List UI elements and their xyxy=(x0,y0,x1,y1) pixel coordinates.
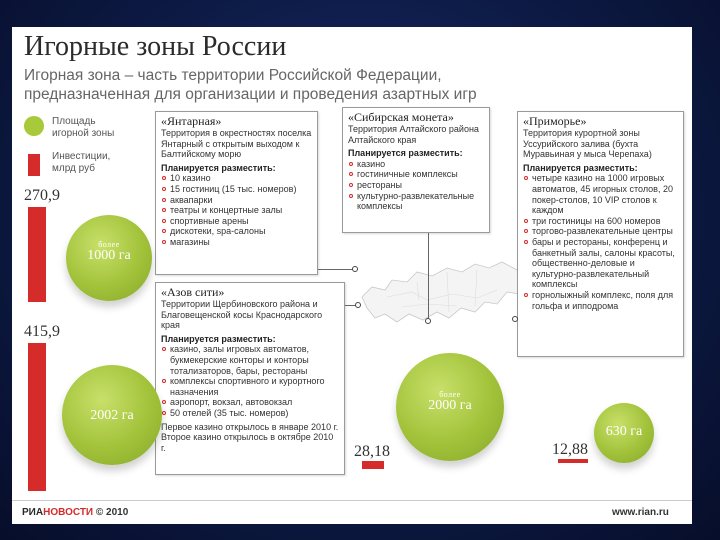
area-circle-azov-city xyxy=(62,365,162,465)
legend-area-swatch xyxy=(24,116,44,136)
zone-description: Территория в окрестностях поселка Янтарный с открытым выходом к Балтийскому морю xyxy=(161,128,312,160)
zone-card-primorye xyxy=(517,111,684,357)
area-value: 2000 га xyxy=(428,398,472,414)
list-item: рестораны xyxy=(348,180,484,191)
russia-map-icon xyxy=(357,242,532,332)
list-item: театры и концертные залы xyxy=(161,205,312,216)
zone-note: Второе казино открылось в октябре 2010 г. xyxy=(161,432,334,453)
map-pin-icon xyxy=(512,316,518,322)
zone-description: Территория курортной зоны Уссурийского залива (бухта Муравьиная у мыса Черепаха) xyxy=(523,128,652,160)
list-item: 10 казино xyxy=(161,173,312,184)
area-circle-primorye xyxy=(594,403,654,463)
zone-card-yantarnaya xyxy=(155,111,318,275)
list-item: магазины xyxy=(161,237,312,248)
investment-value-sibirskaya-moneta: 28,18 xyxy=(354,443,390,460)
zone-note: Первое казино открылось в январе 2010 г. xyxy=(161,421,339,432)
page-title: Игорные зоны России xyxy=(24,31,287,62)
legend-area-label: Площадь игорной зоны xyxy=(52,116,115,139)
zone-description: Территория Алтайского района Алтайского края xyxy=(348,124,479,145)
copyright: © 2010 xyxy=(95,507,129,518)
map-pin-icon xyxy=(352,266,358,272)
list-item: спортивные арены xyxy=(161,216,312,227)
plan-header: Планируется разместить: xyxy=(348,148,463,159)
zone-name: «Сибирская монета» xyxy=(348,110,454,124)
list-item: 50 отелей (35 тыс. номеров) xyxy=(161,408,339,419)
investment-bar-sibirskaya-moneta xyxy=(362,461,384,469)
zone-name: «Приморье» xyxy=(523,114,587,128)
investment-value-yantarnaya: 270,9 xyxy=(24,187,60,204)
list-item: культурно-развлекательные комплексы xyxy=(348,191,484,212)
area-value: 630 га xyxy=(605,424,643,439)
list-item: комплексы спортивного и курортного назначения xyxy=(161,376,339,397)
zone-description: Территории Щербиновского района и Благовещенской косы Краснодарского края xyxy=(161,299,323,331)
investment-value-primorye: 12,88 xyxy=(552,441,588,458)
ria-novosti-logo xyxy=(22,507,128,518)
connector-line xyxy=(318,269,355,270)
map-pin-icon xyxy=(355,302,361,308)
list-item: аквапарки xyxy=(161,195,312,206)
subtitle-line-1: Игорная зона – часть территории Российской Федерации, xyxy=(24,67,442,84)
list-item: четыре казино на 1000 игровых автоматов, 45 игорных столов, 20 покер-столов, 10 VIP столов к каждом xyxy=(523,173,678,215)
plan-header: Планируется разместить: xyxy=(523,162,638,173)
investment-value-azov-city: 415,9 xyxy=(24,323,60,340)
investment-bar-yantarnaya xyxy=(28,207,46,302)
list-item: дискотеки, spa-салоны xyxy=(161,226,312,237)
list-item: казино, залы игровых автоматов, букмекерские конторы и конторы тотализаторов, бары, рестораны xyxy=(161,344,339,376)
zone-name: «Азов сити» xyxy=(161,285,225,299)
plan-header: Планируется разместить: xyxy=(161,162,276,173)
logo-news: НОВОСТИ xyxy=(43,507,94,518)
plan-header: Планируется разместить: xyxy=(161,333,276,344)
connector-line xyxy=(428,233,429,321)
legend-investment-label: Инвестиции, млрд руб xyxy=(52,151,111,174)
area-prefix: более xyxy=(98,240,120,249)
list-item: торгово-развлекательные центры xyxy=(523,226,678,237)
area-value: 1000 га xyxy=(87,248,131,264)
list-item: бары и рестораны, конференц и банкетный залы, салоны красоты, общественно-деловые и культурно-развлекательный комплексы xyxy=(523,237,678,290)
list-item: 15 гостиниц (15 тыс. номеров) xyxy=(161,184,312,195)
zone-card-sibirskaya-moneta xyxy=(342,107,490,233)
list-item: три гостиницы на 600 номеров xyxy=(523,216,678,227)
footer-divider xyxy=(12,500,692,501)
zone-card-azov-city xyxy=(155,282,345,475)
map-pin-icon xyxy=(425,318,431,324)
infographic-panel xyxy=(12,27,692,524)
logo-ria: РИА xyxy=(22,507,44,518)
investment-bar-primorye xyxy=(558,459,588,463)
list-item: горнолыжный комплекс, поля для гольфа и ипподрома xyxy=(523,290,678,311)
list-item: аэропорт, вокзал, автовокзал xyxy=(161,397,339,408)
list-item: гостиничные комплексы xyxy=(348,169,484,180)
area-circle-sibirskaya-moneta xyxy=(396,353,504,461)
area-circle-yantarnaya xyxy=(66,215,152,301)
area-value: 2002 га xyxy=(90,408,134,423)
subtitle-line-2: предназначенная для организации и проведения азартных игр xyxy=(24,86,477,103)
zone-name: «Янтарная» xyxy=(161,114,222,128)
investment-bar-azov-city xyxy=(28,343,46,491)
legend-investment-swatch xyxy=(28,154,40,176)
list-item: казино xyxy=(348,159,484,170)
source-url: www.rian.ru xyxy=(612,507,669,518)
area-prefix: более xyxy=(439,390,461,399)
